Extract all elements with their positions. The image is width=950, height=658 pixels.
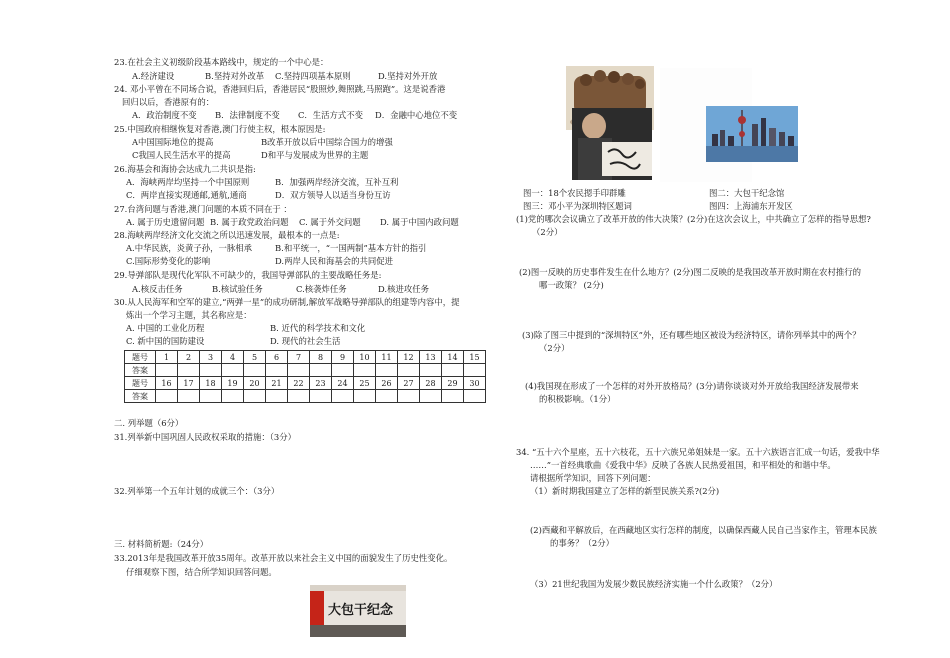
- caption-figure-4: 图四：上海浦东开发区: [709, 201, 793, 211]
- grid-cell: 11: [376, 351, 398, 364]
- answer-cell[interactable]: [442, 390, 464, 403]
- answer-cell[interactable]: [420, 390, 442, 403]
- grid-cell: 12: [398, 351, 420, 364]
- caption-figure-2: 图二：大包干纪念馆: [709, 188, 785, 198]
- q29-option-c: C.核袭炸任务: [296, 284, 347, 294]
- grid-cell: 26: [376, 377, 398, 390]
- q27-stem: 27.台湾问题与香港,澳门问题的本质不同在于 ：: [114, 204, 292, 214]
- grid-cell: 1: [156, 351, 178, 364]
- q33-instruction: 仔细观察下图，结合所学知识回答问题。: [126, 567, 277, 577]
- q34-stem-2: ……”一首经典歌曲《爱我中华》反映了各族人民热爱祖国，和平相处的和谐中华。: [530, 460, 836, 470]
- grid-cell: 2: [178, 351, 200, 364]
- grid-cell: 25: [354, 377, 376, 390]
- q34-sub1: （1）新时期我国建立了怎样的新型民族关系?(2分): [530, 486, 720, 496]
- grid-cell: 19: [222, 377, 244, 390]
- answer-cell[interactable]: [178, 390, 200, 403]
- answer-cell[interactable]: [332, 390, 354, 403]
- grid-row-numbers-2: [125, 377, 486, 390]
- q34-sub3: （3）21世纪我国为发展少数民族经济实施一个什么政策？（2分）: [530, 579, 778, 589]
- q29-stem: 29.导弹部队是现代化军队不可缺少的，我国导弹部队的主要战略任务是:: [114, 270, 382, 280]
- q23-stem: 23.在社会主义初级阶段基本路线中，规定的一个中心是：: [114, 57, 329, 67]
- q33-sub1: (1)党的哪次会议确立了改革开放的伟大决策？(2分)在这次会议上，中共确立了怎样的指导思想?: [516, 214, 871, 224]
- answer-cell[interactable]: [420, 364, 442, 377]
- answer-cell[interactable]: [354, 390, 376, 403]
- section-2-heading: 二. 列举题（6分）: [114, 418, 184, 428]
- q34-sub2-line2: 的事务？（2分）: [550, 538, 614, 548]
- grid-row-answers-1: [125, 364, 486, 377]
- answer-cell[interactable]: [442, 364, 464, 377]
- section-3-heading: 三. 材料简析题:（24分）: [114, 539, 209, 549]
- grid-cell: 3: [200, 351, 222, 364]
- q33-sub1-score: （2分）: [532, 227, 563, 237]
- q25-option-d: D和平与发展成为世界的主题: [261, 150, 369, 160]
- grid-cell: 16: [156, 377, 178, 390]
- q24-option-a: A．政治制度不变: [132, 110, 197, 120]
- q27-option-c: C. 属于外交问题: [299, 217, 361, 227]
- answer-cell[interactable]: [376, 364, 398, 377]
- grid-label-a: 答案: [125, 390, 156, 403]
- grid-cell: 6: [266, 351, 288, 364]
- grid-cell: 5: [244, 351, 266, 364]
- grid-cell: 30: [464, 377, 486, 390]
- grid-cell: 29: [442, 377, 464, 390]
- q30-option-b: B. 近代的科学技术和文化: [270, 323, 366, 333]
- grid-cell: 14: [442, 351, 464, 364]
- q29-option-a: A.核反击任务: [132, 284, 183, 294]
- answer-cell[interactable]: [200, 390, 222, 403]
- q30-stem: 30.从人民海军和空军的建立,“两弹一星”的成功研制,解放军战略导弹部队的组建等内容中，提: [114, 297, 460, 307]
- q32-stem: 32.列举第一个五年计划的成就三个：（3分）: [114, 486, 280, 496]
- q28-option-b: B.和平统一，“一国两制”基本方针的指引: [275, 243, 427, 253]
- q30-option-d: D. 现代的社会生活: [270, 336, 341, 346]
- grid-cell: 8: [310, 351, 332, 364]
- q27-option-b: B. 属于政党政治问题: [210, 217, 289, 227]
- q34-sub2: (2)西藏和平解放后，在西藏地区实行怎样的制度，以确保西藏人民自己当家作主，管理本民族: [530, 525, 877, 535]
- q26-option-b: B．加强两岸经济交流，互补互利: [275, 177, 399, 187]
- grid-label-q: 题号: [125, 377, 156, 390]
- grid-cell: 4: [222, 351, 244, 364]
- grid-cell: 9: [332, 351, 354, 364]
- answer-cell[interactable]: [244, 364, 266, 377]
- q33-sub2: (2)图一反映的历史事件发生在什么地方？(2分)图二反映的是我国改革开放时期在农村推行的: [519, 267, 861, 277]
- q28-stem: 28.海峡两岸经济文化交流之所以迅速发展，最根本的一点是:: [114, 230, 340, 240]
- answer-cell[interactable]: [464, 364, 486, 377]
- figure-4-pudong-photo: [706, 106, 798, 162]
- grid-cell: 23: [310, 377, 332, 390]
- q26-stem: 26.海基会和海协会达成九二共识是指:: [114, 164, 256, 174]
- answer-cell[interactable]: [288, 364, 310, 377]
- grid-cell: 21: [266, 377, 288, 390]
- figure-3-inscription-photo: [572, 108, 652, 180]
- q24-option-b: B．法律制度不变: [215, 110, 280, 120]
- q28-option-c: C.国际形势变化的影响: [126, 256, 211, 266]
- q23-option-a: A.经济建设: [132, 71, 175, 81]
- answer-cell[interactable]: [222, 364, 244, 377]
- q25-option-c: C我国人民生活水平的提高: [132, 150, 231, 160]
- q28-option-a: A.中华民族，炎黄子孙，一脉相承: [126, 243, 252, 253]
- grid-cell: 13: [420, 351, 442, 364]
- grid-cell: 20: [244, 377, 266, 390]
- grid-cell: 28: [420, 377, 442, 390]
- q26-option-c: C．两岸直接实现通邮,通航,通商: [126, 190, 247, 200]
- q33-sub3-score: （2分）: [539, 343, 570, 353]
- answer-cell[interactable]: [222, 390, 244, 403]
- q24-option-d: D．金融中心地位不变: [375, 110, 458, 120]
- q30-stem-2: 炼出一个学习主题，其名称应是：: [126, 310, 252, 320]
- q24-option-c: C．生活方式不变: [298, 110, 364, 120]
- grid-label-q: 题号: [125, 351, 156, 364]
- q23-option-d: D.坚持对外开放: [378, 71, 438, 81]
- answer-cell[interactable]: [464, 390, 486, 403]
- grid-row-answers-2: [125, 390, 486, 403]
- answer-cell[interactable]: [398, 364, 420, 377]
- answer-cell[interactable]: [332, 364, 354, 377]
- q27-option-d: D. 属于中国内政问题: [380, 217, 459, 227]
- q25-stem: 25.中国政府相继恢复对香港,澳门行使主权，根本原因是:: [114, 124, 326, 134]
- q23-option-b: B.坚持对外改革: [205, 71, 265, 81]
- q33-stem: 33.2013年是我国改革开放35周年。改革开放以来社会主义中国的面貌发生了历史性变化。: [114, 553, 453, 563]
- grid-cell: 22: [288, 377, 310, 390]
- sign-text: 大包干纪念: [328, 603, 394, 618]
- answer-cell[interactable]: [288, 390, 310, 403]
- answer-cell[interactable]: [398, 390, 420, 403]
- q33-sub3: (3)除了图三中提到的“深圳特区”外，还有哪些地区被设为经济特区，请你列举其中的两个？: [522, 330, 861, 340]
- q24-stem-2: 回归以后，香港原有的：: [122, 97, 215, 107]
- q25-option-b: B改革开放以后中国综合国力的增强: [261, 137, 393, 147]
- answer-cell[interactable]: [178, 364, 200, 377]
- q26-option-a: A．海峡两岸均坚持一个中国原则: [126, 177, 250, 187]
- grid-cell: 7: [288, 351, 310, 364]
- q31-stem: 31.列举新中国巩固人民政权采取的措施：（3分）: [114, 432, 296, 442]
- q29-option-d: D.核进攻任务: [378, 284, 429, 294]
- q33-sub4-line2: 的积极影响。（1分）: [539, 394, 616, 404]
- q30-option-c: C. 新中国的国防建设: [126, 336, 205, 346]
- grid-label-a: 答案: [125, 364, 156, 377]
- q27-option-a: A. 属于历史遗留问题: [126, 217, 205, 227]
- q34-instruction: 请根据所学知识，回答下列问题：: [530, 473, 656, 483]
- q26-option-d: D．双方领导人以适当身份互访: [275, 190, 391, 200]
- answer-cell[interactable]: [200, 364, 222, 377]
- answer-cell[interactable]: [310, 364, 332, 377]
- q30-option-a: A. 中国的工业化历程: [126, 323, 205, 333]
- answer-cell[interactable]: [376, 390, 398, 403]
- q24-stem: 24. 邓小平曾在不同场合说，香港回归后，香港居民“股照炒,舞照跳,马照跑”。这是说香港: [114, 84, 446, 94]
- answer-cell[interactable]: [156, 364, 178, 377]
- answer-cell[interactable]: [156, 390, 178, 403]
- answer-grid: [124, 350, 486, 403]
- grid-cell: 18: [200, 377, 222, 390]
- q33-sub4: (4)我国现在形成了一个怎样的对外开放格局？(3分)请你谈谈对外开放给我国经济发展带来: [525, 381, 859, 391]
- q25-option-a: A中国国际地位的提高: [132, 137, 214, 147]
- caption-figure-1: 图一：18个农民摁手印群雕: [523, 188, 626, 198]
- grid-cell: 27: [398, 377, 420, 390]
- answer-cell[interactable]: [266, 390, 288, 403]
- caption-figure-3: 图三：邓小平为深圳特区题词: [523, 201, 632, 211]
- answer-cell[interactable]: [354, 364, 376, 377]
- answer-cell[interactable]: [266, 364, 288, 377]
- grid-cell: 10: [354, 351, 376, 364]
- q28-option-d: D.两岸人民和海基会的共同促进: [275, 256, 393, 266]
- grid-cell: 24: [332, 377, 354, 390]
- grid-row-numbers-1: [125, 351, 486, 364]
- grid-cell: 17: [178, 377, 200, 390]
- grid-cell: 15: [464, 351, 486, 364]
- q23-option-c: C.坚持四项基本原则: [275, 71, 351, 81]
- answer-cell[interactable]: [244, 390, 266, 403]
- memorial-sign-photo: [310, 585, 406, 637]
- q29-option-b: B.核试验任务: [212, 284, 263, 294]
- answer-cell[interactable]: [310, 390, 332, 403]
- q33-sub2-line2: 哪一政策？ (2分): [539, 280, 604, 290]
- q34-stem: 34. “五十六个星座，五十六枝花，五十六族兄弟姐妹是一家。五十六族语言汇成一句话，爱我中华: [516, 447, 880, 457]
